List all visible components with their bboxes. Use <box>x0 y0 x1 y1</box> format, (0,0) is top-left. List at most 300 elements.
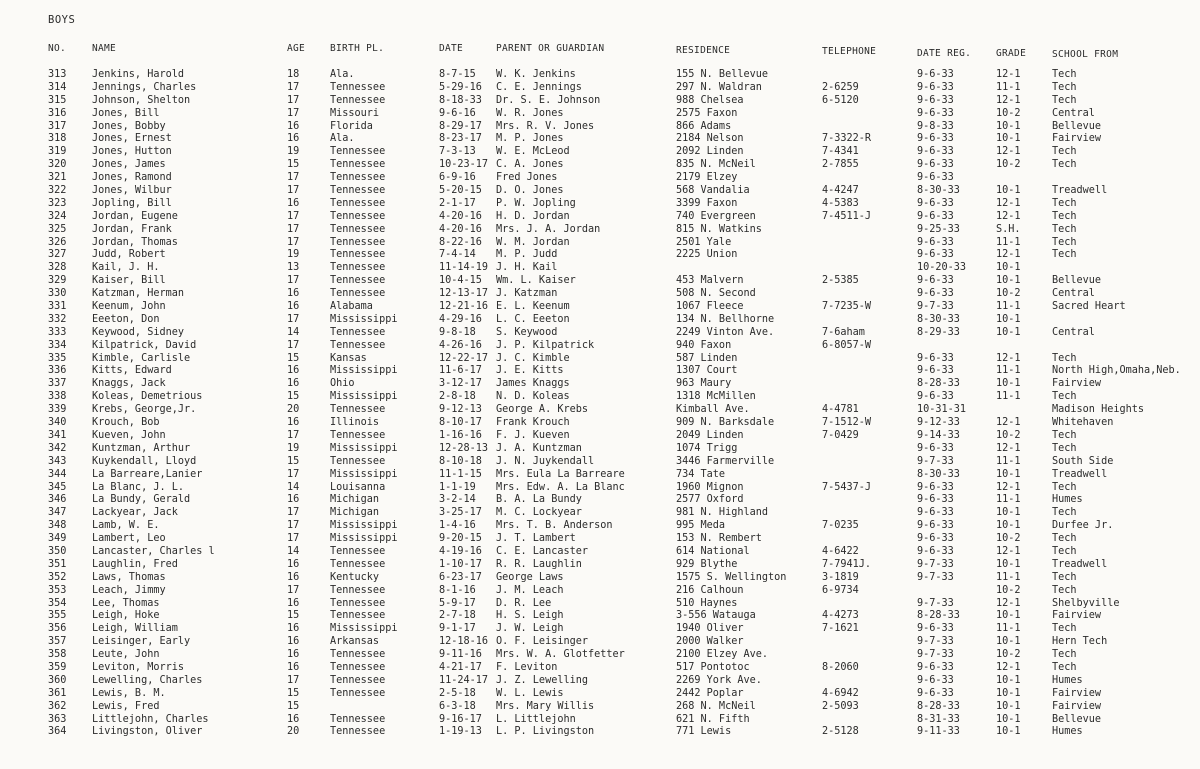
row-date-reg: 9-7-33 <box>917 558 954 570</box>
row-residence: 734 Tate <box>676 468 726 480</box>
row-no: 359 <box>48 661 67 673</box>
table-row <box>0 301 1200 314</box>
row-grade: 12-1 <box>996 597 1021 609</box>
row-date: 11-14-19 <box>439 262 489 274</box>
row-birth-place: Tennessee <box>330 687 386 699</box>
row-date: 1-16-16 <box>439 429 482 441</box>
row-date: 9-8-18 <box>439 326 476 338</box>
row-date-reg: 9-6-33 <box>917 507 954 519</box>
row-parent: S. Keywood <box>496 326 558 338</box>
row-date: 1-19-13 <box>439 726 482 738</box>
row-residence: 1940 Oliver <box>676 623 744 635</box>
row-date-reg: 8-30-33 <box>917 185 960 197</box>
row-date-reg: 8-31-33 <box>917 713 960 725</box>
header-age: AGE <box>287 43 306 54</box>
row-name: Jennings, Charles <box>92 81 197 93</box>
row-birth-place: Mississippi <box>330 313 398 325</box>
row-grade: 10-1 <box>996 558 1021 570</box>
table-row <box>0 507 1200 520</box>
row-parent: B. A. La Bundy <box>496 494 582 506</box>
row-age: 17 <box>287 429 300 441</box>
row-birth-place: Tennessee <box>330 81 386 93</box>
table-row <box>0 636 1200 649</box>
row-school-from: Fairview <box>1052 700 1102 712</box>
row-no: 327 <box>48 249 67 261</box>
row-name: Jordan, Frank <box>92 223 172 235</box>
row-date-reg: 9-6-33 <box>917 442 954 454</box>
row-residence: 2225 Union <box>676 249 738 261</box>
row-date-reg: 9-25-33 <box>917 223 960 235</box>
row-name: Johnson, Shelton <box>92 94 191 106</box>
row-date: 6-3-18 <box>439 700 476 712</box>
row-no: 344 <box>48 468 67 480</box>
row-grade: 10-1 <box>996 326 1021 338</box>
row-parent: George A. Krebs <box>496 404 589 416</box>
row-school-from: Shelbyville <box>1052 597 1120 609</box>
row-name: Judd, Robert <box>92 249 166 261</box>
row-age: 13 <box>287 262 300 274</box>
row-birth-place: Tennessee <box>330 584 386 596</box>
row-no: 360 <box>48 674 67 686</box>
row-name: Lewelling, Charles <box>92 674 203 686</box>
row-date: 10-4-15 <box>439 275 482 287</box>
row-parent: Mrs. W. A. Glotfetter <box>496 649 625 661</box>
row-name: Jones, James <box>92 159 166 171</box>
row-telephone: 7-7941J. <box>822 558 872 570</box>
row-no: 315 <box>48 94 67 106</box>
row-parent: W. L. Lewis <box>496 687 564 699</box>
row-residence: 940 Faxon <box>676 339 732 351</box>
row-grade: 11-1 <box>996 455 1021 467</box>
row-age: 17 <box>287 94 300 106</box>
row-telephone: 4-6422 <box>822 545 859 557</box>
row-grade: 10-1 <box>996 262 1021 274</box>
row-parent: P. W. Jopling <box>496 197 576 209</box>
row-name: Lewis, Fred <box>92 700 160 712</box>
row-no: 326 <box>48 236 67 248</box>
row-telephone: 8-2060 <box>822 661 859 673</box>
row-birth-place: Tennessee <box>330 610 386 622</box>
row-date-reg: 9-11-33 <box>917 726 960 738</box>
column-header-row <box>0 43 1200 59</box>
row-name: Jones, Ramond <box>92 172 172 184</box>
row-parent: O. F. Leisinger <box>496 636 589 648</box>
row-telephone: 7-4511-J <box>822 210 872 222</box>
row-name: Jones, Bobby <box>92 120 166 132</box>
row-date-reg: 9-6-33 <box>917 481 954 493</box>
row-birth-place: Tennessee <box>330 236 386 248</box>
row-age: 17 <box>287 185 300 197</box>
row-parent: E. L. Keenum <box>496 301 570 313</box>
row-school-from: Tech <box>1052 661 1077 673</box>
row-residence: 621 N. Fifth <box>676 713 750 725</box>
row-parent: Mrs. Mary Willis <box>496 700 595 712</box>
row-date: 9-12-13 <box>439 404 482 416</box>
row-name: Leach, Jimmy <box>92 584 166 596</box>
row-age: 17 <box>287 107 300 119</box>
row-grade: 10-1 <box>996 133 1021 145</box>
row-school-from: Tech <box>1052 69 1077 80</box>
row-residence: 1307 Court <box>676 365 738 377</box>
row-birth-place: Tennessee <box>330 455 386 467</box>
row-name: Livingston, Oliver <box>92 726 203 738</box>
row-birth-place: Mississippi <box>330 365 398 377</box>
row-parent: Mrs. Edw. A. La Blanc <box>496 481 625 493</box>
row-birth-place: Tennessee <box>330 404 386 416</box>
row-birth-place: Tennessee <box>330 545 386 557</box>
row-no: 324 <box>48 210 67 222</box>
row-date: 4-20-16 <box>439 223 482 235</box>
row-residence: 995 Meda <box>676 520 726 532</box>
row-parent: George Laws <box>496 571 564 583</box>
table-row <box>0 146 1200 159</box>
row-grade: 12-1 <box>996 197 1021 209</box>
row-parent: J. A. Kuntzman <box>496 442 582 454</box>
row-telephone: 6-5120 <box>822 94 859 106</box>
row-birth-place: Kansas <box>330 352 367 364</box>
row-date-reg: 10-20-33 <box>917 262 967 274</box>
row-school-from: Madison Heights <box>1052 404 1145 416</box>
row-date: 8-18-33 <box>439 94 482 106</box>
row-name: Keywood, Sidney <box>92 326 185 338</box>
row-parent: Mrs. T. B. Anderson <box>496 520 613 532</box>
row-date-reg: 9-7-33 <box>917 597 954 609</box>
table-row <box>0 82 1200 95</box>
row-date: 4-20-16 <box>439 210 482 222</box>
row-name: Kimble, Carlisle <box>92 352 191 364</box>
row-no: 361 <box>48 687 67 699</box>
row-parent: J. C. Kimble <box>496 352 570 364</box>
row-grade: 12-1 <box>996 661 1021 673</box>
row-birth-place: Tennessee <box>330 326 386 338</box>
row-date-reg: 9-7-33 <box>917 455 954 467</box>
row-telephone: 2-5128 <box>822 726 859 738</box>
table-row <box>0 559 1200 572</box>
header-date: DATE <box>439 43 464 54</box>
table-row <box>0 610 1200 623</box>
row-residence: 815 N. Watkins <box>676 223 762 235</box>
row-school-from: South Side <box>1052 455 1114 467</box>
row-no: 323 <box>48 197 67 209</box>
row-date-reg: 9-6-33 <box>917 107 954 119</box>
row-school-from: Tech <box>1052 146 1077 158</box>
row-date-reg: 9-6-33 <box>917 146 954 158</box>
row-name: Jenkins, Harold <box>92 69 185 80</box>
row-residence: 988 Chelsea <box>676 94 744 106</box>
row-date: 8-10-18 <box>439 455 482 467</box>
row-date: 2-7-18 <box>439 610 476 622</box>
row-school-from: Whitehaven <box>1052 417 1114 429</box>
row-school-from: Treadwell <box>1052 185 1108 197</box>
row-age: 16 <box>287 661 300 673</box>
row-grade: 10-1 <box>996 275 1021 287</box>
row-telephone: 6-8057-W <box>822 339 872 351</box>
row-birth-place: Mississippi <box>330 623 398 635</box>
row-birth-place: Mississippi <box>330 442 398 454</box>
row-grade: 12-1 <box>996 481 1021 493</box>
row-date: 7-3-13 <box>439 146 476 158</box>
row-birth-place: Tennessee <box>330 674 386 686</box>
row-no: 335 <box>48 352 67 364</box>
row-date: 9-11-16 <box>439 649 482 661</box>
row-date-reg: 9-6-33 <box>917 172 954 184</box>
table-row <box>0 701 1200 714</box>
row-residence: 866 Adams <box>676 120 732 132</box>
row-age: 15 <box>287 159 300 171</box>
row-name: Laughlin, Fred <box>92 558 178 570</box>
row-age: 16 <box>287 558 300 570</box>
header-birth-place: BIRTH PL. <box>330 43 385 54</box>
row-date: 4-29-16 <box>439 313 482 325</box>
row-residence: 1960 Mignon <box>676 481 744 493</box>
table-row <box>0 262 1200 275</box>
row-telephone: 7-3322-R <box>822 133 872 145</box>
row-date: 11-24-17 <box>439 674 489 686</box>
row-age: 20 <box>287 404 300 416</box>
row-date: 12-13-17 <box>439 288 489 300</box>
row-grade: 10-1 <box>996 120 1021 132</box>
row-parent: J. T. Lambert <box>496 533 576 545</box>
table-row <box>0 482 1200 495</box>
header-grade: GRADE <box>996 48 1027 59</box>
row-date-reg: 9-6-33 <box>917 69 954 80</box>
row-age: 16 <box>287 494 300 506</box>
row-date: 12-22-17 <box>439 352 489 364</box>
row-date: 6-23-17 <box>439 571 482 583</box>
row-date-reg: 9-12-33 <box>917 417 960 429</box>
row-school-from: Humes <box>1052 494 1083 506</box>
row-age: 16 <box>287 288 300 300</box>
row-name: Lambert, Leo <box>92 533 166 545</box>
row-grade: 12-1 <box>996 210 1021 222</box>
row-birth-place: Kentucky <box>330 571 380 583</box>
row-age: 17 <box>287 210 300 222</box>
row-date-reg: 9-6-33 <box>917 288 954 300</box>
row-date: 6-9-16 <box>439 172 476 184</box>
row-date-reg: 9-7-33 <box>917 301 954 313</box>
row-no: 358 <box>48 649 67 661</box>
row-residence: 216 Calhoun <box>676 584 744 596</box>
row-grade: 10-1 <box>996 713 1021 725</box>
row-birth-place: Tennessee <box>330 197 386 209</box>
row-name: Krebs, George,Jr. <box>92 404 197 416</box>
row-date-reg: 9-14-33 <box>917 429 960 441</box>
row-date-reg: 9-6-33 <box>917 545 954 557</box>
row-grade: 11-1 <box>996 623 1021 635</box>
row-telephone: 7-7235-W <box>822 301 872 313</box>
row-date: 1-10-17 <box>439 558 482 570</box>
registry-table-body <box>0 69 1200 739</box>
row-school-from: Tech <box>1052 197 1077 209</box>
header-date-reg: DATE REG. <box>917 48 972 59</box>
row-name: Lee, Thomas <box>92 597 160 609</box>
row-no: 334 <box>48 339 67 351</box>
row-grade: 10-1 <box>996 700 1021 712</box>
row-birth-place: Tennessee <box>330 94 386 106</box>
table-row <box>0 249 1200 262</box>
row-school-from: Tech <box>1052 81 1077 93</box>
row-birth-place: Tennessee <box>330 429 386 441</box>
row-grade: 11-1 <box>996 81 1021 93</box>
row-residence: 909 N. Barksdale <box>676 417 775 429</box>
row-residence: Kimball Ave. <box>676 404 750 416</box>
row-date: 5-20-15 <box>439 185 482 197</box>
row-parent: H. D. Jordan <box>496 210 570 222</box>
row-age: 15 <box>287 352 300 364</box>
row-date: 4-26-16 <box>439 339 482 351</box>
row-age: 16 <box>287 417 300 429</box>
header-no: NO. <box>48 43 67 54</box>
row-no: 317 <box>48 120 67 132</box>
row-age: 17 <box>287 275 300 287</box>
row-no: 364 <box>48 726 67 738</box>
row-name: Leisinger, Early <box>92 636 191 648</box>
table-row <box>0 585 1200 598</box>
row-telephone: 2-7855 <box>822 159 859 171</box>
row-school-from: Sacred Heart <box>1052 301 1126 313</box>
row-school-from: Tech <box>1052 94 1077 106</box>
row-birth-place: Ala. <box>330 69 355 80</box>
row-date-reg: 9-6-33 <box>917 494 954 506</box>
row-birth-place: Tennessee <box>330 726 386 738</box>
row-age: 15 <box>287 700 300 712</box>
row-date: 8-1-16 <box>439 584 476 596</box>
table-row <box>0 456 1200 469</box>
row-age: 16 <box>287 133 300 145</box>
row-name: Leviton, Morris <box>92 661 185 673</box>
row-date: 2-1-17 <box>439 197 476 209</box>
table-row <box>0 649 1200 662</box>
row-date-reg: 8-30-33 <box>917 313 960 325</box>
row-grade: 10-2 <box>996 429 1021 441</box>
row-no: 331 <box>48 301 67 313</box>
row-age: 15 <box>287 687 300 699</box>
row-school-from: Central <box>1052 107 1095 119</box>
table-row <box>0 378 1200 391</box>
table-row <box>0 365 1200 378</box>
row-grade: 11-1 <box>996 391 1021 403</box>
row-age: 15 <box>287 610 300 622</box>
row-date-reg: 9-6-33 <box>917 674 954 686</box>
row-name: Knaggs, Jack <box>92 378 166 390</box>
row-school-from: Fairview <box>1052 610 1102 622</box>
row-date-reg: 9-6-33 <box>917 520 954 532</box>
row-no: 346 <box>48 494 67 506</box>
table-row <box>0 662 1200 675</box>
table-row <box>0 69 1200 82</box>
row-residence: 453 Malvern <box>676 275 744 287</box>
row-date-reg: 9-6-33 <box>917 236 954 248</box>
row-parent: L. C. Eeeton <box>496 313 570 325</box>
row-parent: W. M. Jordan <box>496 236 570 248</box>
table-row <box>0 494 1200 507</box>
row-no: 328 <box>48 262 67 274</box>
row-date-reg: 9-7-33 <box>917 636 954 648</box>
row-name: Keenum, John <box>92 301 166 313</box>
row-grade: 10-2 <box>996 533 1021 545</box>
row-date: 2-5-18 <box>439 687 476 699</box>
row-date-reg: 8-29-33 <box>917 326 960 338</box>
row-residence: 963 Maury <box>676 378 732 390</box>
table-row <box>0 598 1200 611</box>
table-row <box>0 121 1200 134</box>
row-date-reg: 9-6-33 <box>917 687 954 699</box>
row-no: 349 <box>48 533 67 545</box>
row-name: Jones, Bill <box>92 107 160 119</box>
row-date-reg: 9-7-33 <box>917 571 954 583</box>
row-residence: 268 N. McNeil <box>676 700 756 712</box>
row-residence: 2179 Elzey <box>676 172 738 184</box>
table-row <box>0 108 1200 121</box>
row-name: Jordan, Thomas <box>92 236 178 248</box>
row-grade: 12-1 <box>996 146 1021 158</box>
row-name: La Blanc, J. L. <box>92 481 185 493</box>
row-grade: 12-1 <box>996 417 1021 429</box>
row-school-from: Tech <box>1052 236 1077 248</box>
row-age: 17 <box>287 507 300 519</box>
table-row <box>0 198 1200 211</box>
row-birth-place: Tennessee <box>330 558 386 570</box>
row-residence: 929 Blythe <box>676 558 738 570</box>
row-school-from: Fairview <box>1052 133 1102 145</box>
row-no: 353 <box>48 584 67 596</box>
row-no: 316 <box>48 107 67 119</box>
row-date-reg: 9-7-33 <box>917 649 954 661</box>
row-birth-place: Alabama <box>330 301 373 313</box>
row-residence: 740 Evergreen <box>676 210 756 222</box>
row-residence: 155 N. Bellevue <box>676 69 769 80</box>
row-date-reg: 9-6-33 <box>917 623 954 635</box>
row-school-from: Tech <box>1052 429 1077 441</box>
row-residence: 510 Haynes <box>676 597 738 609</box>
row-school-from: Tech <box>1052 159 1077 171</box>
row-residence: 2442 Poplar <box>676 687 744 699</box>
row-age: 20 <box>287 726 300 738</box>
row-grade: 10-1 <box>996 610 1021 622</box>
row-residence: 2049 Linden <box>676 429 744 441</box>
row-name: Lamb, W. E. <box>92 520 160 532</box>
row-residence: 2575 Faxon <box>676 107 738 119</box>
row-date-reg: 9-6-33 <box>917 533 954 545</box>
row-parent: Mrs. R. V. Jones <box>496 120 595 132</box>
row-school-from: Tech <box>1052 545 1077 557</box>
table-row <box>0 469 1200 482</box>
row-residence: 2577 Oxford <box>676 494 744 506</box>
row-parent: Wm. L. Kaiser <box>496 275 576 287</box>
header-parent: PARENT OR GUARDIAN <box>496 43 605 54</box>
table-row <box>0 675 1200 688</box>
table-row <box>0 714 1200 727</box>
row-birth-place: Tennessee <box>330 262 386 274</box>
row-parent: C. E. Jennings <box>496 81 582 93</box>
row-parent: D. O. Jones <box>496 185 564 197</box>
row-no: 321 <box>48 172 67 184</box>
row-school-from: Central <box>1052 326 1095 338</box>
row-date-reg: 8-28-33 <box>917 378 960 390</box>
table-row <box>0 288 1200 301</box>
row-school-from: Tech <box>1052 442 1077 454</box>
row-name: Jones, Wilbur <box>92 185 172 197</box>
row-age: 17 <box>287 313 300 325</box>
row-age: 17 <box>287 584 300 596</box>
row-name: La Bundy, Gerald <box>92 494 191 506</box>
row-parent: C. A. Jones <box>496 159 564 171</box>
row-age: 18 <box>287 69 300 80</box>
row-date-reg: 9-6-33 <box>917 275 954 287</box>
row-residence: 1067 Fleece <box>676 301 744 313</box>
row-school-from: Tech <box>1052 623 1077 635</box>
row-birth-place: Tennessee <box>330 159 386 171</box>
